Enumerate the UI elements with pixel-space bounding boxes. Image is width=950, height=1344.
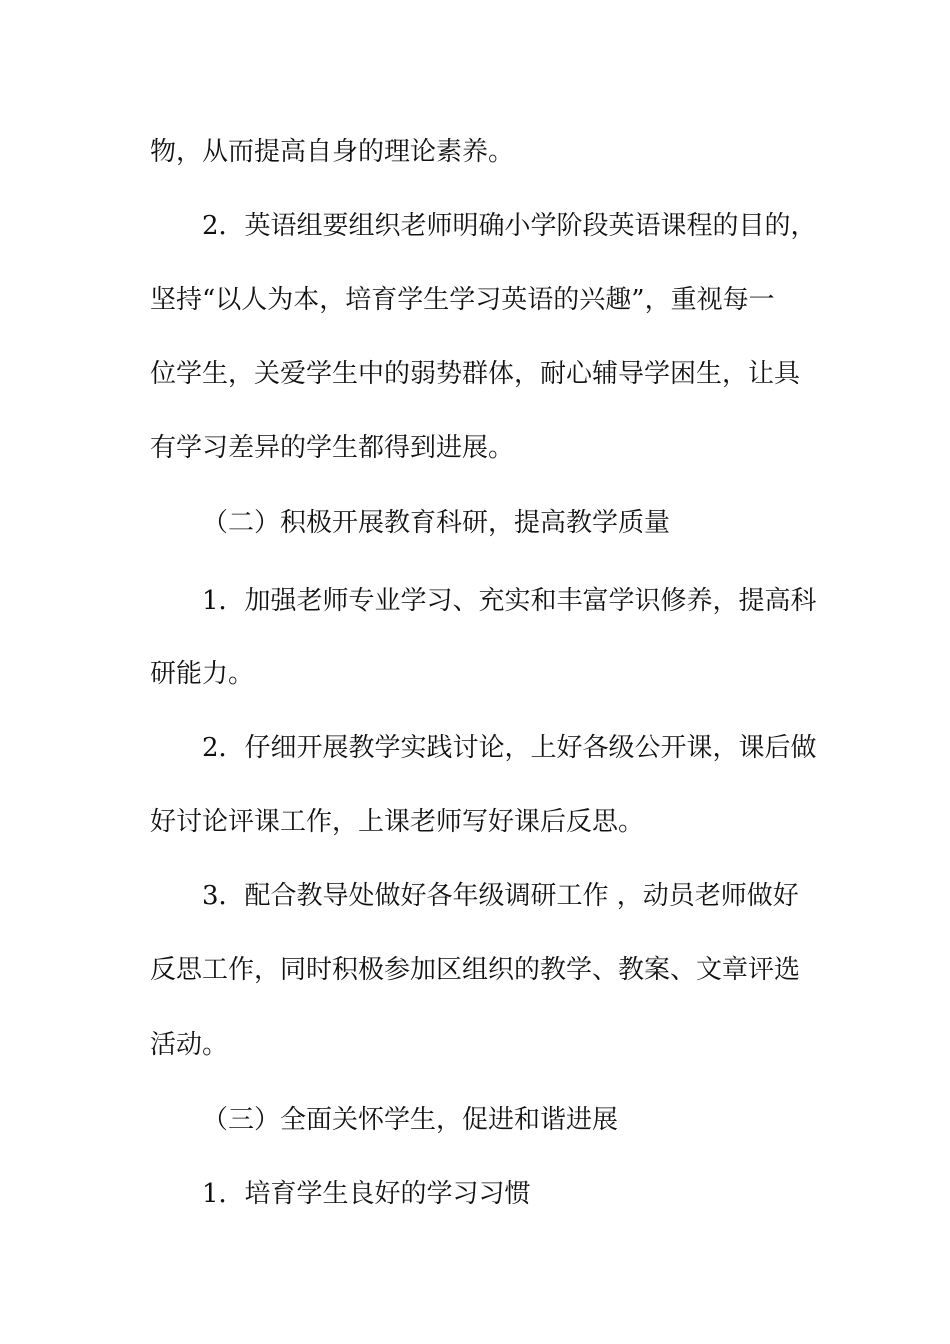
body-text-line: 活动。 bbox=[150, 1030, 229, 1060]
body-text-line: 反思工作，同时积极参加区组织的教学、教案、文章评选 bbox=[150, 955, 801, 985]
list-item-line: 2．英语组要组织老师明确小学阶段英语课程的目的， bbox=[202, 211, 817, 241]
body-text-line: 物，从而提高自身的理论素养。 bbox=[150, 137, 515, 167]
section-heading: （三）全面关怀学生，促进和谐进展 bbox=[202, 1105, 619, 1135]
list-item-line: 1．加强老师专业学习、充实和丰富学识修养，提高科 bbox=[202, 586, 817, 616]
body-text-line: 有学习差异的学生都得到进展。 bbox=[150, 433, 515, 463]
list-item-line: 3．配合教导处做好各年级调研工作 ，动员老师做好 bbox=[202, 881, 799, 911]
list-item-line: 2．仔细开展教学实践讨论，上好各级公开课，课后做 bbox=[202, 733, 817, 763]
section-heading: （二）积极开展教育科研，提高教学质量 bbox=[202, 508, 671, 538]
body-text-line: 好讨论评课工作，上课老师写好课后反思。 bbox=[150, 807, 645, 837]
body-text-line: 位学生，关爱学生中的弱势群体，耐心辅导学困生，让具 bbox=[150, 359, 801, 389]
list-item-line: 1．培育学生良好的学习习惯 bbox=[202, 1179, 531, 1209]
body-text-line: 研能力。 bbox=[150, 659, 255, 689]
body-text-line: 坚持“以人为本，培育学生学习英语的兴趣”，重视每一 bbox=[150, 285, 775, 315]
